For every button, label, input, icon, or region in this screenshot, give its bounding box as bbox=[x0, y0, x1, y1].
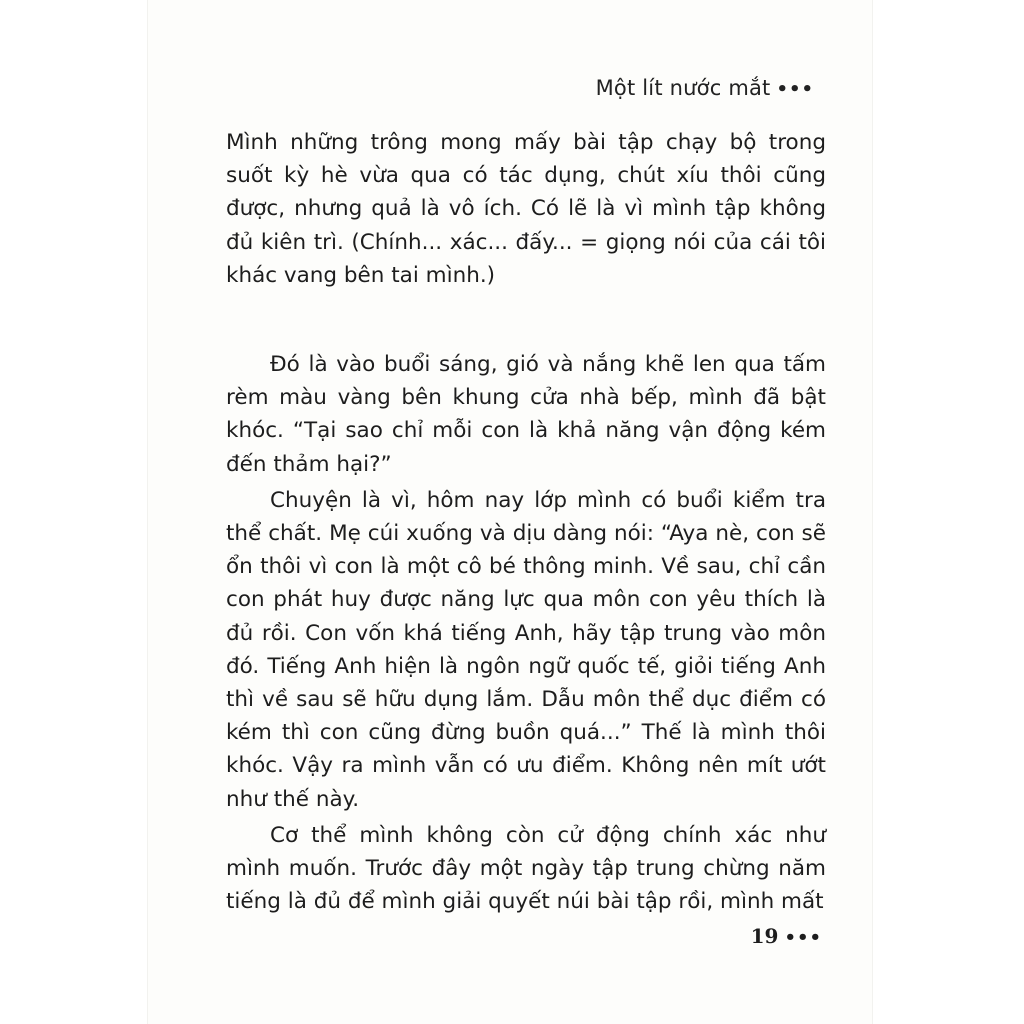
page-folio bbox=[751, 924, 822, 948]
paragraph-3: Chuyện là vì, hôm nay lớp mình có buổi kiểm tra thể chất. Mẹ cúi xuống và dịu dàng nói: “Aya nè, con sẽ ổn thôi vì con là một cô bé thông minh. Về sau, chỉ cần con phát huy được năng lực qua môn con yêu thích là đủ rồi. Con vốn khá tiếng Anh, hãy tập trung vào môn đó. Tiếng Anh hiện là ngôn ngữ quốc tế, giỏi tiếng Anh thì về sau sẽ hữu dụng lắm. Dẫu môn thể dục điểm có kém thì con cũng đừng buồn quá...” Thế là mình thôi khóc. Vậy ra mình vẫn có ưu điểm. Không nên mít ướt như thế này. bbox=[226, 487, 826, 812]
folio-dots-icon: ••• bbox=[784, 927, 822, 948]
page-body bbox=[226, 126, 826, 918]
page-number: 19 bbox=[750, 924, 779, 948]
book-page bbox=[148, 0, 872, 1024]
running-head bbox=[596, 76, 814, 100]
ornament-dots-icon: ••• bbox=[776, 79, 814, 100]
paragraph-2: Đó là vào buổi sáng, gió và nắng khẽ len qua tấm rèm màu vàng bên khung cửa nhà bếp, mình đã bật khóc. “Tại sao chỉ mỗi con là khả năng vận động kém đến thảm hại?” bbox=[226, 352, 826, 477]
paragraph-4: Cơ thể mình không còn cử động chính xác như mình muốn. Trước đây một ngày tập trung chừng năm tiếng là đủ để mình giải quyết núi bài tập rồi, mình mất bbox=[226, 822, 826, 915]
paragraph-1: Mình những trông mong mấy bài tập chạy bộ trong suốt kỳ hè vừa qua có tác dụng, chút xíu thôi cũng được, nhưng quả là vô ích. Có lẽ là vì mình tập không đủ kiên trì. (Chính... xác... đấy... = giọng nói của cái tôi khác vang bên tai mình.) bbox=[226, 130, 826, 288]
book-title: Một lít nước mắt bbox=[595, 76, 771, 100]
